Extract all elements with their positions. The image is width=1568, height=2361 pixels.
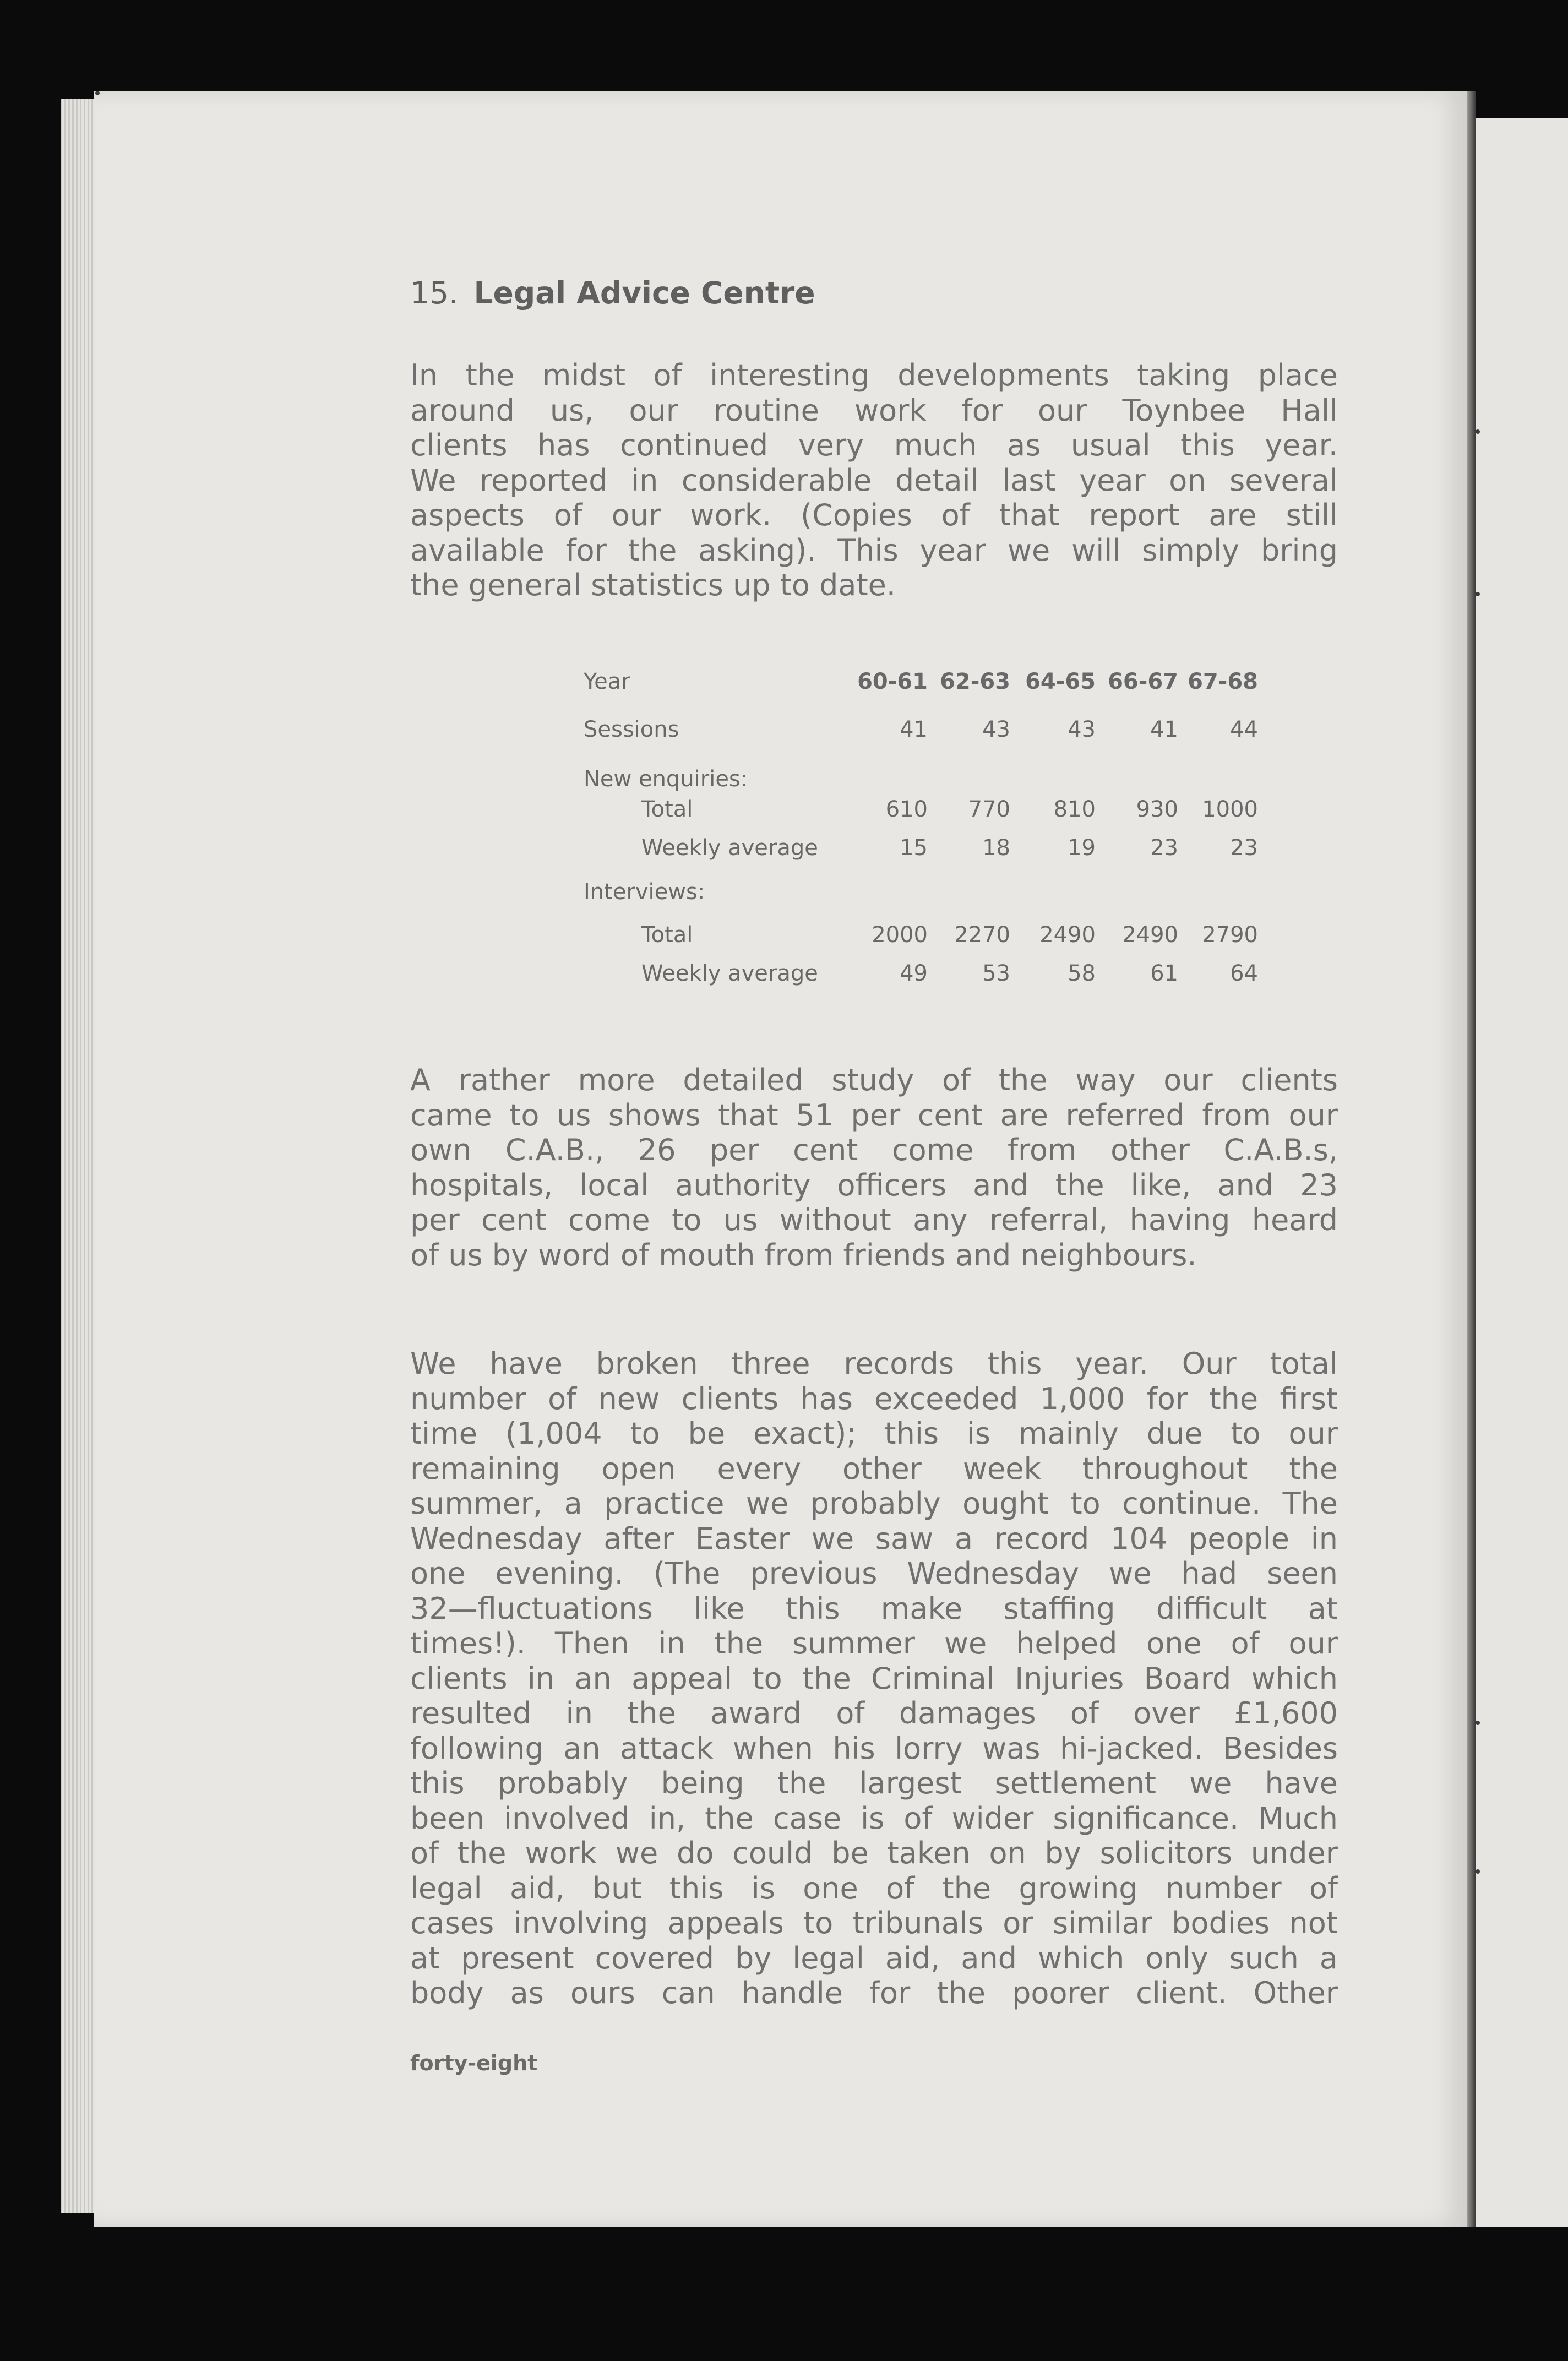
table-cell: 15 <box>900 835 928 861</box>
text-line: time (1,004 to be exact); this is mainly due to our <box>410 1416 1338 1451</box>
text-line: available for the asking). This year we will simply bring <box>410 532 1338 568</box>
text-line: body as ours can handle for the poorer client. Other <box>410 1976 1338 2010</box>
table-row <box>493 835 1258 874</box>
text-line: this probably being the largest settlement we have <box>410 1766 1338 1800</box>
margin-mark <box>1476 1869 1480 1874</box>
text-line: times!). Then in the summer we helped one of our <box>410 1626 1338 1661</box>
year-col: 67-68 <box>1188 669 1258 694</box>
table-cell: 810 <box>1053 797 1096 822</box>
referral-study-paragraph <box>410 1063 1338 1272</box>
text-line: A rather more detailed study of the way our clients <box>410 1063 1338 1097</box>
text-line: summer, a practice we probably ought to continue. The <box>410 1486 1338 1521</box>
text-line: cases involving appeals to tribunals or similar bodies not <box>410 1906 1338 1940</box>
text-line: following an attack when his lorry was hi-jacked. Besides <box>410 1731 1338 1766</box>
text-line: one evening. (The previous Wednesday we had seen <box>410 1556 1338 1591</box>
table-cell: 2270 <box>954 922 1010 948</box>
total-label: Total <box>641 922 693 948</box>
table-row <box>493 717 1258 755</box>
text-line: number of new clients has exceeded 1,000 for the first <box>410 1381 1338 1416</box>
table-cell: 2000 <box>872 922 928 948</box>
text-line: In the midst of interesting developments taking place <box>410 358 1338 393</box>
total-label: Total <box>641 797 693 822</box>
records-paragraph <box>410 1346 1338 2011</box>
weekly-average-label: Weekly average <box>641 835 818 861</box>
table-cell: 44 <box>1230 717 1258 742</box>
table-cell: 43 <box>982 717 1010 742</box>
text-line: came to us shows that 51 per cent are referred from our <box>410 1097 1338 1133</box>
table-cell: 2790 <box>1202 922 1258 948</box>
table-row <box>493 922 1258 961</box>
table-cell: 930 <box>1136 797 1178 822</box>
table-cell: 2490 <box>1039 922 1096 948</box>
text-line: Wednesday after Easter we saw a record 104 people in <box>410 1521 1338 1556</box>
year-col: 62-63 <box>940 669 1010 694</box>
new-enquiries-label: New enquiries: <box>584 766 748 792</box>
margin-mark <box>1476 1721 1480 1725</box>
table-row <box>493 797 1258 835</box>
table-row <box>493 961 1258 999</box>
text-line: We reported in considerable detail last year on several <box>410 463 1338 498</box>
text-line: clients in an appeal to the Criminal Injuries Board which <box>410 1661 1338 1696</box>
table-cell: 43 <box>1068 717 1096 742</box>
table-cell: 19 <box>1068 835 1096 861</box>
text-line: at present covered by legal aid, and which only such a <box>410 1940 1338 1976</box>
facing-page-edge <box>1476 118 1568 2227</box>
interviews-label: Interviews: <box>584 879 705 905</box>
text-line: per cent come to us without any referral, having heard <box>410 1203 1338 1237</box>
table-cell: 41 <box>1150 717 1178 742</box>
text-line: aspects of our work. (Copies of that report are still <box>410 498 1338 532</box>
table-cell: 18 <box>982 835 1010 861</box>
table-cell: 49 <box>900 961 928 986</box>
table-cell: 53 <box>982 961 1010 986</box>
table-cell: 770 <box>968 797 1010 822</box>
table-group-row <box>493 766 1258 797</box>
table-cell: 58 <box>1068 961 1096 986</box>
intro-paragraph <box>410 358 1338 603</box>
table-header-row <box>493 669 1258 708</box>
table-group-row <box>493 879 1258 922</box>
text-line: legal aid, but this is one of the growing number of <box>410 1870 1338 1906</box>
text-line: 32—fluctuations like this make staffing difficult at <box>410 1591 1338 1626</box>
margin-mark <box>1476 592 1480 596</box>
section-title: Legal Advice Centre <box>473 275 815 311</box>
table-cell: 64 <box>1230 961 1258 986</box>
text-line: the general statistics up to date. <box>410 568 896 602</box>
text-line: resulted in the award of damages of over £1,600 <box>410 1696 1338 1731</box>
text-line: remaining open every other week throughout the <box>410 1451 1338 1486</box>
section-number: 15. <box>410 275 459 311</box>
text-line: We have broken three records this year. Our total <box>410 1346 1338 1381</box>
year-label: Year <box>584 669 630 694</box>
margin-mark <box>1476 429 1480 434</box>
year-col: 66-67 <box>1108 669 1178 694</box>
text-line: of us by word of mouth from friends and neighbours. <box>410 1237 1197 1272</box>
weekly-average-label: Weekly average <box>641 961 818 986</box>
table-cell: 41 <box>900 717 928 742</box>
table-cell: 2490 <box>1122 922 1178 948</box>
text-line: of the work we do could be taken on by solicitors under <box>410 1836 1338 1870</box>
section-heading <box>410 275 815 311</box>
text-line: been involved in, the case is of wider significance. Much <box>410 1800 1338 1836</box>
year-col: 60-61 <box>857 669 928 694</box>
table-cell: 61 <box>1150 961 1178 986</box>
page-number: forty-eight <box>410 2051 538 2075</box>
year-col: 64-65 <box>1025 669 1096 694</box>
text-line: hospitals, local authority officers and the like, and 23 <box>410 1167 1338 1203</box>
table-cell: 23 <box>1230 835 1258 861</box>
text-line: clients has continued very much as usual this year. <box>410 428 1338 463</box>
statistics-table <box>493 669 1258 999</box>
table-cell: 1000 <box>1202 797 1258 822</box>
text-line: own C.A.B., 26 per cent come from other C.A.B.s, <box>410 1133 1338 1167</box>
sessions-label: Sessions <box>584 717 679 742</box>
book-gutter <box>1467 91 1476 2227</box>
table-cell: 610 <box>885 797 928 822</box>
text-line: around us, our routine work for our Toynbee Hall <box>410 393 1338 428</box>
table-cell: 23 <box>1150 835 1178 861</box>
